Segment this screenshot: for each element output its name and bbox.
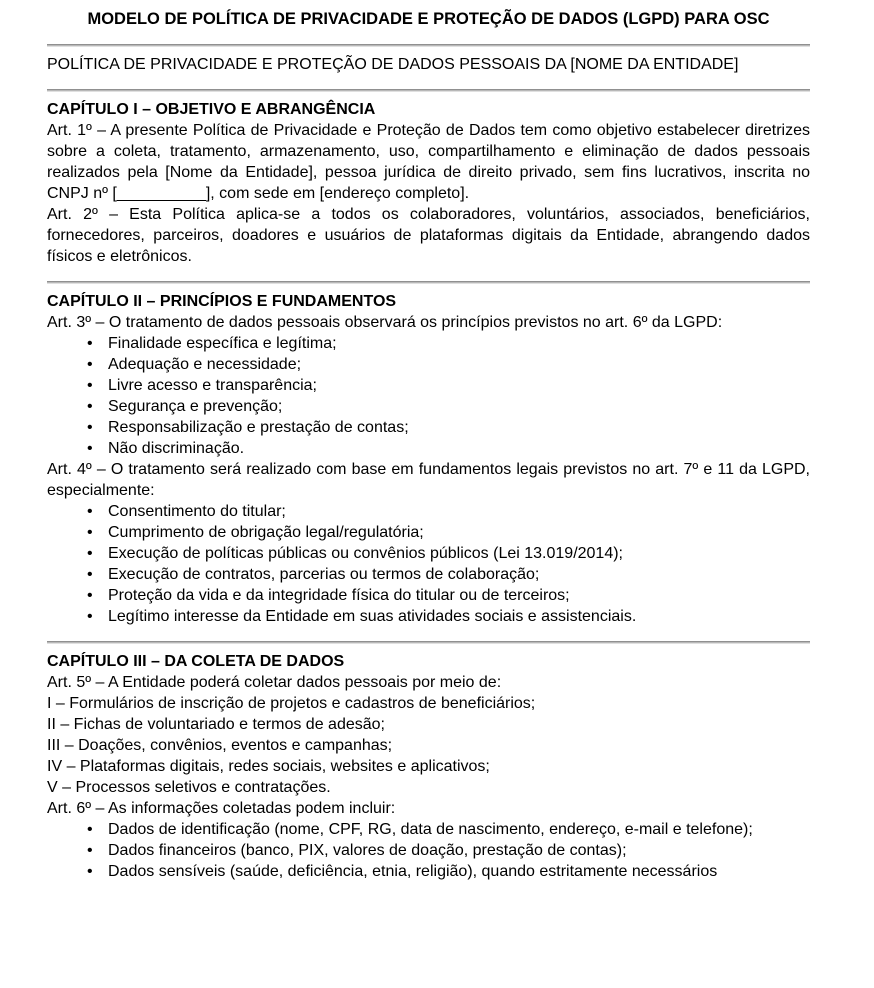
article-6-text: Art. 6º – As informações coletadas podem incluir: [47, 800, 396, 817]
article-3-text: Art. 3º – O tratamento de dados pessoais observará os princípios previstos no art. 6º da LGPD: [47, 314, 723, 331]
section-divider [47, 44, 810, 47]
article-1-text: Art. 1º – A presente Política de Privacidade e Proteção de Dados tem como objetivo estabelecer diretrizes sobre a coleta, tratamento, armazenamento, uso, compartilhamento e eliminação de dados pessoais realizados pela [Nome da Entidade], pessoa jurídica de direito privado, sem fins lucrativos, inscrita no CNPJ nº [__________], com sede em [endereço completo]. [47, 122, 810, 202]
document-page [47, 9, 810, 882]
list-item: • Legítimo interesse da Entidade em suas atividades sociais e assistenciais. [47, 606, 810, 627]
article-4-text: Art. 4º – O tratamento será realizado com base em fundamentos legais previstos no art. 7º e 11 da LGPD, especialmente: [47, 461, 810, 499]
collection-means-item: I – Formulários de inscrição de projetos e cadastros de beneficiários; [47, 695, 536, 712]
section-divider [47, 281, 810, 284]
list-item: • Cumprimento de obrigação legal/regulatória; [47, 522, 810, 543]
list-item: • Dados sensíveis (saúde, deficiência, etnia, religião), quando estritamente necessários [47, 861, 810, 882]
collection-means-item: V – Processos seletivos e contratações. [47, 779, 331, 796]
document-subtitle: POLÍTICA DE PRIVACIDADE E PROTEÇÃO DE DADOS PESSOAIS DA [NOME DA ENTIDADE] [47, 56, 739, 73]
chapter-2-section [47, 291, 810, 627]
list-item: • Consentimento do titular; [47, 501, 810, 522]
chapter-2-heading: CAPÍTULO II – PRINCÍPIOS E FUNDAMENTOS [47, 293, 397, 310]
chapter-3-section [47, 651, 810, 882]
list-item: • Proteção da vida e da integridade física do titular ou de terceiros; [47, 585, 810, 606]
collection-means-item: II – Fichas de voluntariado e termos de adesão; [47, 716, 385, 733]
chapter-3-heading: CAPÍTULO III – DA COLETA DE DADOS [47, 653, 345, 670]
list-item: • Livre acesso e transparência; [47, 375, 810, 396]
list-item: • Execução de políticas públicas ou convênios públicos (Lei 13.019/2014); [47, 543, 810, 564]
list-item: • Dados de identificação (nome, CPF, RG, data de nascimento, endereço, e-mail e telefone); [47, 819, 810, 840]
chapter-1-section [47, 99, 810, 267]
principles-list [47, 333, 810, 459]
list-item: • Finalidade específica e legítima; [47, 333, 810, 354]
document-title: MODELO DE POLÍTICA DE PRIVACIDADE E PROTEÇÃO DE DADOS (LGPD) PARA OSC [87, 10, 770, 28]
legal-bases-list [47, 501, 810, 627]
list-item: • Não discriminação. [47, 438, 810, 459]
chapter-1-heading: CAPÍTULO I – OBJETIVO E ABRANGÊNCIA [47, 101, 376, 118]
section-divider [47, 89, 810, 92]
list-item: • Adequação e necessidade; [47, 354, 810, 375]
collection-means-item: III – Doações, convênios, eventos e campanhas; [47, 737, 393, 754]
data-types-list [47, 819, 810, 882]
list-item: • Dados financeiros (banco, PIX, valores de doação, prestação de contas); [47, 840, 810, 861]
collection-means-item: IV – Plataformas digitais, redes sociais, websites e aplicativos; [47, 758, 490, 775]
article-2-text: Art. 2º – Esta Política aplica-se a todos os colaboradores, voluntários, associados, beneficiários, fornecedores, parceiros, doadores e usuários de plataformas digitais da Entidade, abrangendo dados físicos e eletrônicos. [47, 206, 810, 265]
list-item: • Segurança e prevenção; [47, 396, 810, 417]
article-5-text: Art. 5º – A Entidade poderá coletar dados pessoais por meio de: [47, 674, 502, 691]
section-divider [47, 641, 810, 644]
list-item: • Execução de contratos, parcerias ou termos de colaboração; [47, 564, 810, 585]
list-item: • Responsabilização e prestação de contas; [47, 417, 810, 438]
